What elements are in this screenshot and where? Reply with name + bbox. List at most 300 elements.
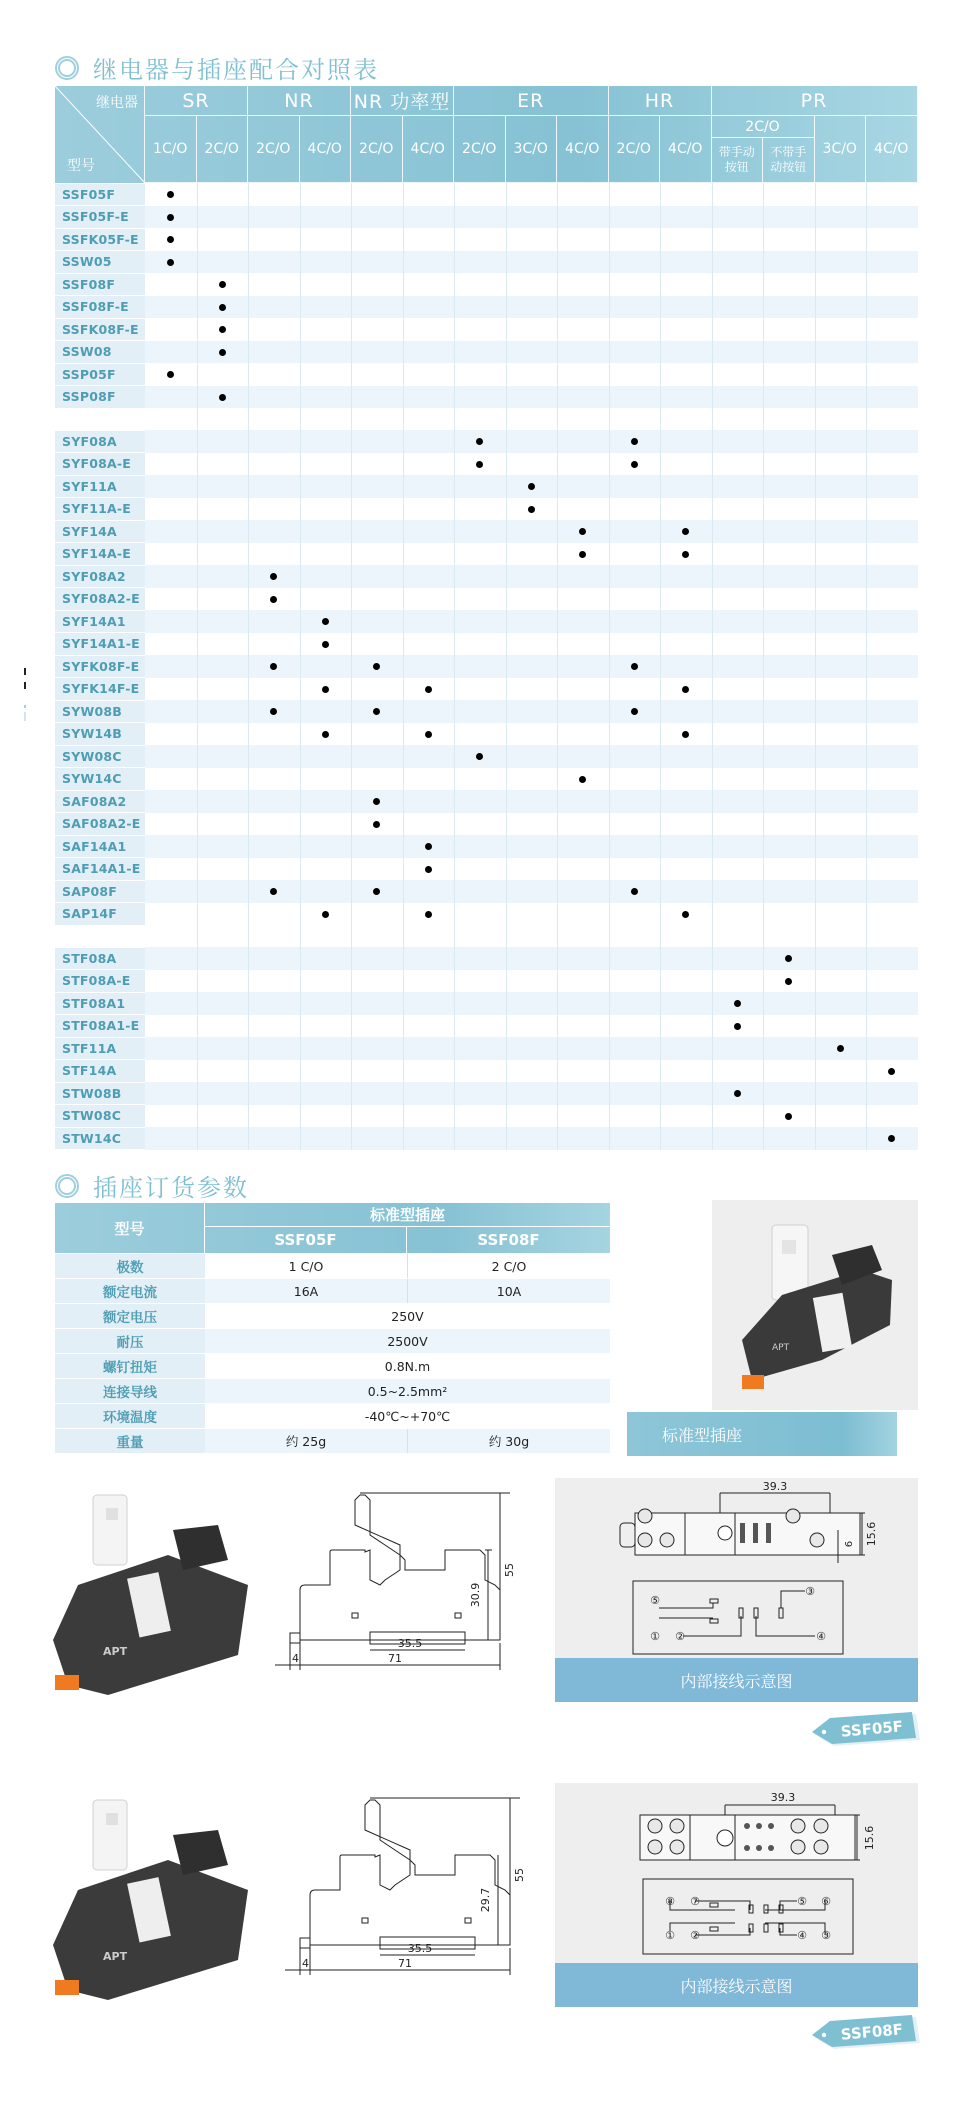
compat-cells <box>145 1105 918 1128</box>
ssf08f-photo <box>48 1795 263 2005</box>
sub-header: 3C/O <box>815 116 867 183</box>
compatible-dot-icon <box>322 686 329 693</box>
compatible-dot-icon <box>167 371 174 378</box>
model-label: SAP14F <box>55 903 145 925</box>
param-key: 极数 <box>55 1254 205 1278</box>
svg-text:4: 4 <box>302 1957 309 1970</box>
model-label: STF08A <box>55 948 145 970</box>
svg-text:③: ③ <box>821 1929 831 1942</box>
model-label: STF11A <box>55 1038 145 1060</box>
model-label: SAF08A2-E <box>55 813 145 835</box>
sub-header: 4C/O <box>557 116 609 183</box>
svg-text:⑥: ⑥ <box>821 1895 831 1908</box>
table-row <box>55 273 918 296</box>
model-label: SAF14A1 <box>55 836 145 858</box>
table-row <box>55 565 918 588</box>
svg-text:⑤: ⑤ <box>650 1594 660 1607</box>
params-row <box>55 1353 610 1378</box>
compat-cells <box>145 835 918 858</box>
svg-text:⑤: ⑤ <box>797 1895 807 1908</box>
svg-text:35.5: 35.5 <box>397 1637 423 1650</box>
model-label: SSFK05F-E <box>55 229 145 251</box>
table-row <box>55 1037 918 1060</box>
svg-text:②: ② <box>675 1630 685 1643</box>
table-row <box>55 430 918 453</box>
table-row <box>55 453 918 476</box>
compat-cells <box>145 273 918 296</box>
svg-text:④: ④ <box>797 1929 807 1942</box>
compat-cells <box>145 588 918 611</box>
model-label: SSP08F <box>55 386 145 408</box>
table-row <box>55 1127 918 1150</box>
svg-text:55: 55 <box>513 1868 526 1882</box>
table-row <box>55 228 918 251</box>
compatible-dot-icon <box>528 483 535 490</box>
compat-cells <box>145 813 918 836</box>
sub-header: 1C/O <box>145 116 197 183</box>
svg-text:APT: APT <box>103 1645 128 1658</box>
compatible-dot-icon <box>373 888 380 895</box>
compatible-dot-icon <box>888 1135 895 1142</box>
compat-cells <box>145 183 918 206</box>
compat-cells <box>145 430 918 453</box>
compatible-dot-icon <box>682 686 689 693</box>
compatible-dot-icon <box>373 708 380 715</box>
param-value: 2 C/O <box>407 1254 610 1278</box>
params-row <box>55 1428 610 1453</box>
compatible-dot-icon <box>425 686 432 693</box>
compatible-dot-icon <box>682 911 689 918</box>
svg-text:35.5: 35.5 <box>407 1942 433 1955</box>
compat-cells <box>145 903 918 926</box>
param-value: 2500V <box>387 1333 428 1349</box>
svg-text:②: ② <box>690 1929 700 1942</box>
svg-text:15.6: 15.6 <box>863 1825 876 1851</box>
param-key: 耐压 <box>55 1329 205 1353</box>
table-row <box>55 183 918 206</box>
model-label: STF08A1-E <box>55 1015 145 1037</box>
compatible-dot-icon <box>322 731 329 738</box>
compatible-dot-icon <box>579 528 586 535</box>
params-row <box>55 1328 610 1353</box>
svg-text:APT: APT <box>772 1343 790 1353</box>
compatible-dot-icon <box>579 776 586 783</box>
table-row <box>55 633 918 656</box>
svg-text:4: 4 <box>292 1652 299 1665</box>
sub-header-line: 按钮 <box>724 160 749 174</box>
svg-text:29.7: 29.7 <box>479 1887 492 1913</box>
table-header <box>55 86 918 183</box>
model-label: SYW14C <box>55 768 145 790</box>
param-value: -40℃~+70℃ <box>364 1408 451 1424</box>
compatible-dot-icon <box>631 888 638 895</box>
compat-cells <box>145 1015 918 1038</box>
compatible-dot-icon <box>631 663 638 670</box>
table-row <box>55 363 918 386</box>
param-value: 0.5~2.5mm² <box>367 1383 448 1399</box>
svg-text:④: ④ <box>816 1630 826 1643</box>
compat-cells <box>145 678 918 701</box>
compat-cells <box>145 543 918 566</box>
socket-order-params-table <box>55 1203 610 1453</box>
model-label: STF08A1 <box>55 993 145 1015</box>
caption-standard-socket: 标准型插座 <box>627 1412 897 1456</box>
table-row <box>55 790 918 813</box>
compatible-dot-icon <box>785 978 792 985</box>
wiring-diagram-caption: 内部接线示意图 <box>555 1658 918 1702</box>
model-label: SSP05F <box>55 364 145 386</box>
model-label: SYF08A <box>55 431 145 453</box>
sub-header: 2C/O <box>197 116 249 183</box>
model-label: SYW08C <box>55 746 145 768</box>
params-row <box>55 1253 610 1278</box>
model-label: SSW05 <box>55 251 145 273</box>
compatible-dot-icon <box>631 438 638 445</box>
compat-cells <box>145 858 918 881</box>
model-label: SSF08F-E <box>55 296 145 318</box>
model-label: STW14C <box>55 1128 145 1150</box>
model-label: SAP08F <box>55 881 145 903</box>
compat-cells <box>145 655 918 678</box>
compat-cells <box>145 992 918 1015</box>
sub-header-manual-button <box>712 138 764 183</box>
table-row <box>55 251 918 274</box>
param-key: 额定电压 <box>55 1304 205 1328</box>
svg-text:55: 55 <box>503 1563 516 1577</box>
double-circle-icon <box>55 1174 79 1198</box>
svg-text:39.3: 39.3 <box>770 1791 796 1804</box>
model-label: STW08C <box>55 1105 145 1127</box>
svg-text:SSF05F: SSF05F <box>840 1717 904 1741</box>
compatible-dot-icon <box>528 506 535 513</box>
sub-header: 2C/O <box>454 116 506 183</box>
svg-text:①: ① <box>650 1630 660 1643</box>
compatible-dot-icon <box>425 731 432 738</box>
compatible-dot-icon <box>476 461 483 468</box>
compatible-dot-icon <box>837 1045 844 1052</box>
sub-header: 2C/O <box>609 116 661 183</box>
compatible-dot-icon <box>734 1090 741 1097</box>
compatible-dot-icon <box>579 551 586 558</box>
table-row <box>55 858 918 881</box>
svg-text:71: 71 <box>388 1652 402 1665</box>
header-corner <box>55 86 145 183</box>
compatible-dot-icon <box>167 191 174 198</box>
model-label: SYF14A <box>55 521 145 543</box>
compat-cells <box>145 363 918 386</box>
model-label: SAF08A2 <box>55 791 145 813</box>
model-label: SYF14A-E <box>55 543 145 565</box>
table-row <box>55 1060 918 1083</box>
compatible-dot-icon <box>219 304 226 311</box>
sub-header-line: 不带手 <box>770 145 807 159</box>
params-row <box>55 1303 610 1328</box>
table-row <box>55 610 918 633</box>
model-label: SYF11A-E <box>55 498 145 520</box>
table-row <box>55 386 918 409</box>
table-body <box>55 183 918 1150</box>
model-header: 型号 <box>55 1203 205 1253</box>
model-label: SSFK08F-E <box>55 319 145 341</box>
sub-header: 2C/O <box>712 116 815 138</box>
table-row <box>55 1105 918 1128</box>
param-value: 16A <box>293 1283 319 1299</box>
table-row <box>55 475 918 498</box>
sub-header: 2C/O <box>248 116 300 183</box>
sub-header-line: 动按钮 <box>770 160 807 174</box>
compatible-dot-icon <box>219 394 226 401</box>
compatible-dot-icon <box>785 955 792 962</box>
model-label: STW08B <box>55 1083 145 1105</box>
svg-text:SSF08F: SSF08F <box>840 2020 904 2044</box>
edge-marks <box>24 668 26 721</box>
compatible-dot-icon <box>270 663 277 670</box>
table-row <box>55 588 918 611</box>
sub-header: 4C/O <box>300 116 352 183</box>
model-label: SYF08A2-E <box>55 588 145 610</box>
section-title-text: 插座订货参数 <box>93 1174 249 1202</box>
param-value: 1 C/O <box>288 1258 324 1274</box>
compatible-dot-icon <box>425 911 432 918</box>
sub-header-line: 带手动 <box>718 145 755 159</box>
compat-cells <box>145 790 918 813</box>
compatible-dot-icon <box>682 551 689 558</box>
compatible-dot-icon <box>322 618 329 625</box>
ssf08f-top-view-drawing <box>555 1783 918 1963</box>
sub-header: 4C/O <box>403 116 455 183</box>
param-key: 重量 <box>55 1429 205 1453</box>
model-label: STF14A <box>55 1060 145 1082</box>
table-row <box>55 318 918 341</box>
relay-socket-compat-table <box>55 86 918 1150</box>
corner-relay-label: 继电器 <box>96 95 138 111</box>
compatible-dot-icon <box>734 1000 741 1007</box>
block-spacer <box>55 408 918 430</box>
params-row <box>55 1403 610 1428</box>
compatible-dot-icon <box>373 663 380 670</box>
table-row <box>55 700 918 723</box>
compat-cells <box>145 610 918 633</box>
table-row <box>55 992 918 1015</box>
compatible-dot-icon <box>167 236 174 243</box>
param-key: 环境温度 <box>55 1404 205 1428</box>
param-value: 0.8N.m <box>384 1358 431 1374</box>
compat-cells <box>145 633 918 656</box>
compatible-dot-icon <box>476 438 483 445</box>
compatible-dot-icon <box>888 1068 895 1075</box>
svg-text:15.6: 15.6 <box>865 1521 878 1547</box>
params-row <box>55 1378 610 1403</box>
compatible-dot-icon <box>373 798 380 805</box>
svg-text:39.3: 39.3 <box>762 1480 788 1493</box>
compat-cells <box>145 498 918 521</box>
compatible-dot-icon <box>219 281 226 288</box>
model-col-2: SSF08F <box>477 1231 540 1249</box>
param-value: 10A <box>407 1279 610 1303</box>
compat-cells <box>145 565 918 588</box>
compat-cells <box>145 251 918 274</box>
model-label: SYF11A <box>55 476 145 498</box>
table-row <box>55 498 918 521</box>
table-row <box>55 835 918 858</box>
compatible-dot-icon <box>270 573 277 580</box>
params-header <box>55 1203 610 1253</box>
model-tag-ssf08f <box>812 2015 922 2053</box>
compat-cells <box>145 318 918 341</box>
model-label: SSF05F-E <box>55 206 145 228</box>
svg-text:30.9: 30.9 <box>469 1582 482 1608</box>
compatible-dot-icon <box>373 821 380 828</box>
table-row <box>55 543 918 566</box>
param-value: 约 30g <box>407 1429 610 1453</box>
svg-text:③: ③ <box>805 1585 815 1598</box>
model-label: STF08A-E <box>55 970 145 992</box>
compatible-dot-icon <box>270 888 277 895</box>
group-header: HR <box>609 86 712 116</box>
sub-header-manual-button <box>763 138 815 183</box>
svg-text:①: ① <box>665 1929 675 1942</box>
wiring-diagram-caption: 内部接线示意图 <box>555 1963 918 2007</box>
model-label: SYF08A-E <box>55 453 145 475</box>
corner-model-label: 型号 <box>67 158 95 174</box>
compat-cells <box>145 341 918 364</box>
table-row <box>55 970 918 993</box>
compatible-dot-icon <box>682 731 689 738</box>
compatible-dot-icon <box>322 911 329 918</box>
compatible-dot-icon <box>631 708 638 715</box>
compatible-dot-icon <box>734 1023 741 1030</box>
model-label: SSF08F <box>55 274 145 296</box>
group-header: NR 功率型 <box>351 86 454 116</box>
model-label: SYFK14F-E <box>55 678 145 700</box>
sub-header: 4C/O <box>866 116 918 183</box>
ssf08f-side-drawing <box>280 1795 540 2010</box>
table-row <box>55 296 918 319</box>
compat-cells <box>145 1060 918 1083</box>
svg-text:APT: APT <box>103 1950 128 1963</box>
compat-cells <box>145 880 918 903</box>
table-row <box>55 903 918 926</box>
compat-cells <box>145 1082 918 1105</box>
compat-cells <box>145 386 918 409</box>
compatible-dot-icon <box>322 641 329 648</box>
ssf05f-top-view-drawing <box>555 1478 918 1658</box>
ssf05f-photo <box>48 1490 263 1700</box>
compat-cells <box>145 228 918 251</box>
svg-text:71: 71 <box>398 1957 412 1970</box>
compat-cells <box>145 520 918 543</box>
compat-cells <box>145 475 918 498</box>
table-row <box>55 880 918 903</box>
param-key: 连接导线 <box>55 1379 205 1403</box>
ssf05f-side-drawing <box>270 1490 530 1705</box>
compat-cells <box>145 296 918 319</box>
svg-text:⑦: ⑦ <box>690 1895 700 1908</box>
compatible-dot-icon <box>270 596 277 603</box>
compatible-dot-icon <box>167 259 174 266</box>
params-body <box>55 1253 610 1453</box>
section-title-text: 继电器与插座配合对照表 <box>93 56 379 84</box>
compatible-dot-icon <box>425 843 432 850</box>
compat-cells <box>145 206 918 229</box>
compat-cells <box>145 723 918 746</box>
compatible-dot-icon <box>476 753 483 760</box>
compatible-dot-icon <box>270 708 277 715</box>
table-row <box>55 655 918 678</box>
compatible-dot-icon <box>219 326 226 333</box>
model-label: SYW08B <box>55 701 145 723</box>
compatible-dot-icon <box>631 461 638 468</box>
model-label: SYF14A1-E <box>55 633 145 655</box>
double-circle-icon <box>55 56 79 80</box>
table-row <box>55 1015 918 1038</box>
table-row <box>55 206 918 229</box>
model-label: SYFK08F-E <box>55 656 145 678</box>
group-header: PR <box>712 86 918 116</box>
svg-text:⑧: ⑧ <box>665 1895 675 1908</box>
param-key: 螺钉扭矩 <box>55 1354 205 1378</box>
table-row <box>55 813 918 836</box>
table-row <box>55 678 918 701</box>
model-col-1: SSF05F <box>205 1227 407 1253</box>
compatible-dot-icon <box>219 349 226 356</box>
sub-header: 4C/O <box>660 116 712 183</box>
relay-socket-image <box>712 1200 918 1410</box>
section-title-compat <box>55 50 379 85</box>
param-key: 额定电流 <box>55 1279 205 1303</box>
ssf05f-wiring-panel <box>555 1478 918 1658</box>
compat-cells <box>145 1037 918 1060</box>
product-photo-standard-socket <box>712 1200 918 1410</box>
model-label: SYW14B <box>55 723 145 745</box>
compatible-dot-icon <box>682 528 689 535</box>
compat-cells <box>145 768 918 791</box>
compat-cells <box>145 700 918 723</box>
group-header: ER <box>454 86 609 116</box>
param-value: 250V <box>391 1308 424 1324</box>
compat-cells <box>145 970 918 993</box>
table-row <box>55 745 918 768</box>
table-row <box>55 1082 918 1105</box>
table-row <box>55 947 918 970</box>
compat-cells <box>145 745 918 768</box>
table-row <box>55 341 918 364</box>
table-row <box>55 768 918 791</box>
ssf08f-wiring-panel <box>555 1783 918 1963</box>
svg-text:6: 6 <box>844 1540 855 1548</box>
compatible-dot-icon <box>167 214 174 221</box>
block-spacer <box>55 925 918 947</box>
compat-cells <box>145 1127 918 1150</box>
sub-header: 2C/O <box>351 116 403 183</box>
params-row <box>55 1278 610 1303</box>
group-header: SR <box>145 86 248 116</box>
param-value: 约 25g <box>285 1434 327 1449</box>
compat-cells <box>145 947 918 970</box>
section-title-params <box>55 1168 249 1203</box>
group-header: NR <box>248 86 351 116</box>
model-label: SSW08 <box>55 341 145 363</box>
model-label: SYF08A2 <box>55 566 145 588</box>
table-row <box>55 520 918 543</box>
table-row <box>55 723 918 746</box>
compat-cells <box>145 453 918 476</box>
model-tag-ssf05f <box>812 1712 922 1750</box>
type-header: 标准型插座 <box>205 1203 610 1227</box>
sub-header: 3C/O <box>506 116 558 183</box>
model-label: SSF05F <box>55 184 145 206</box>
compatible-dot-icon <box>425 866 432 873</box>
